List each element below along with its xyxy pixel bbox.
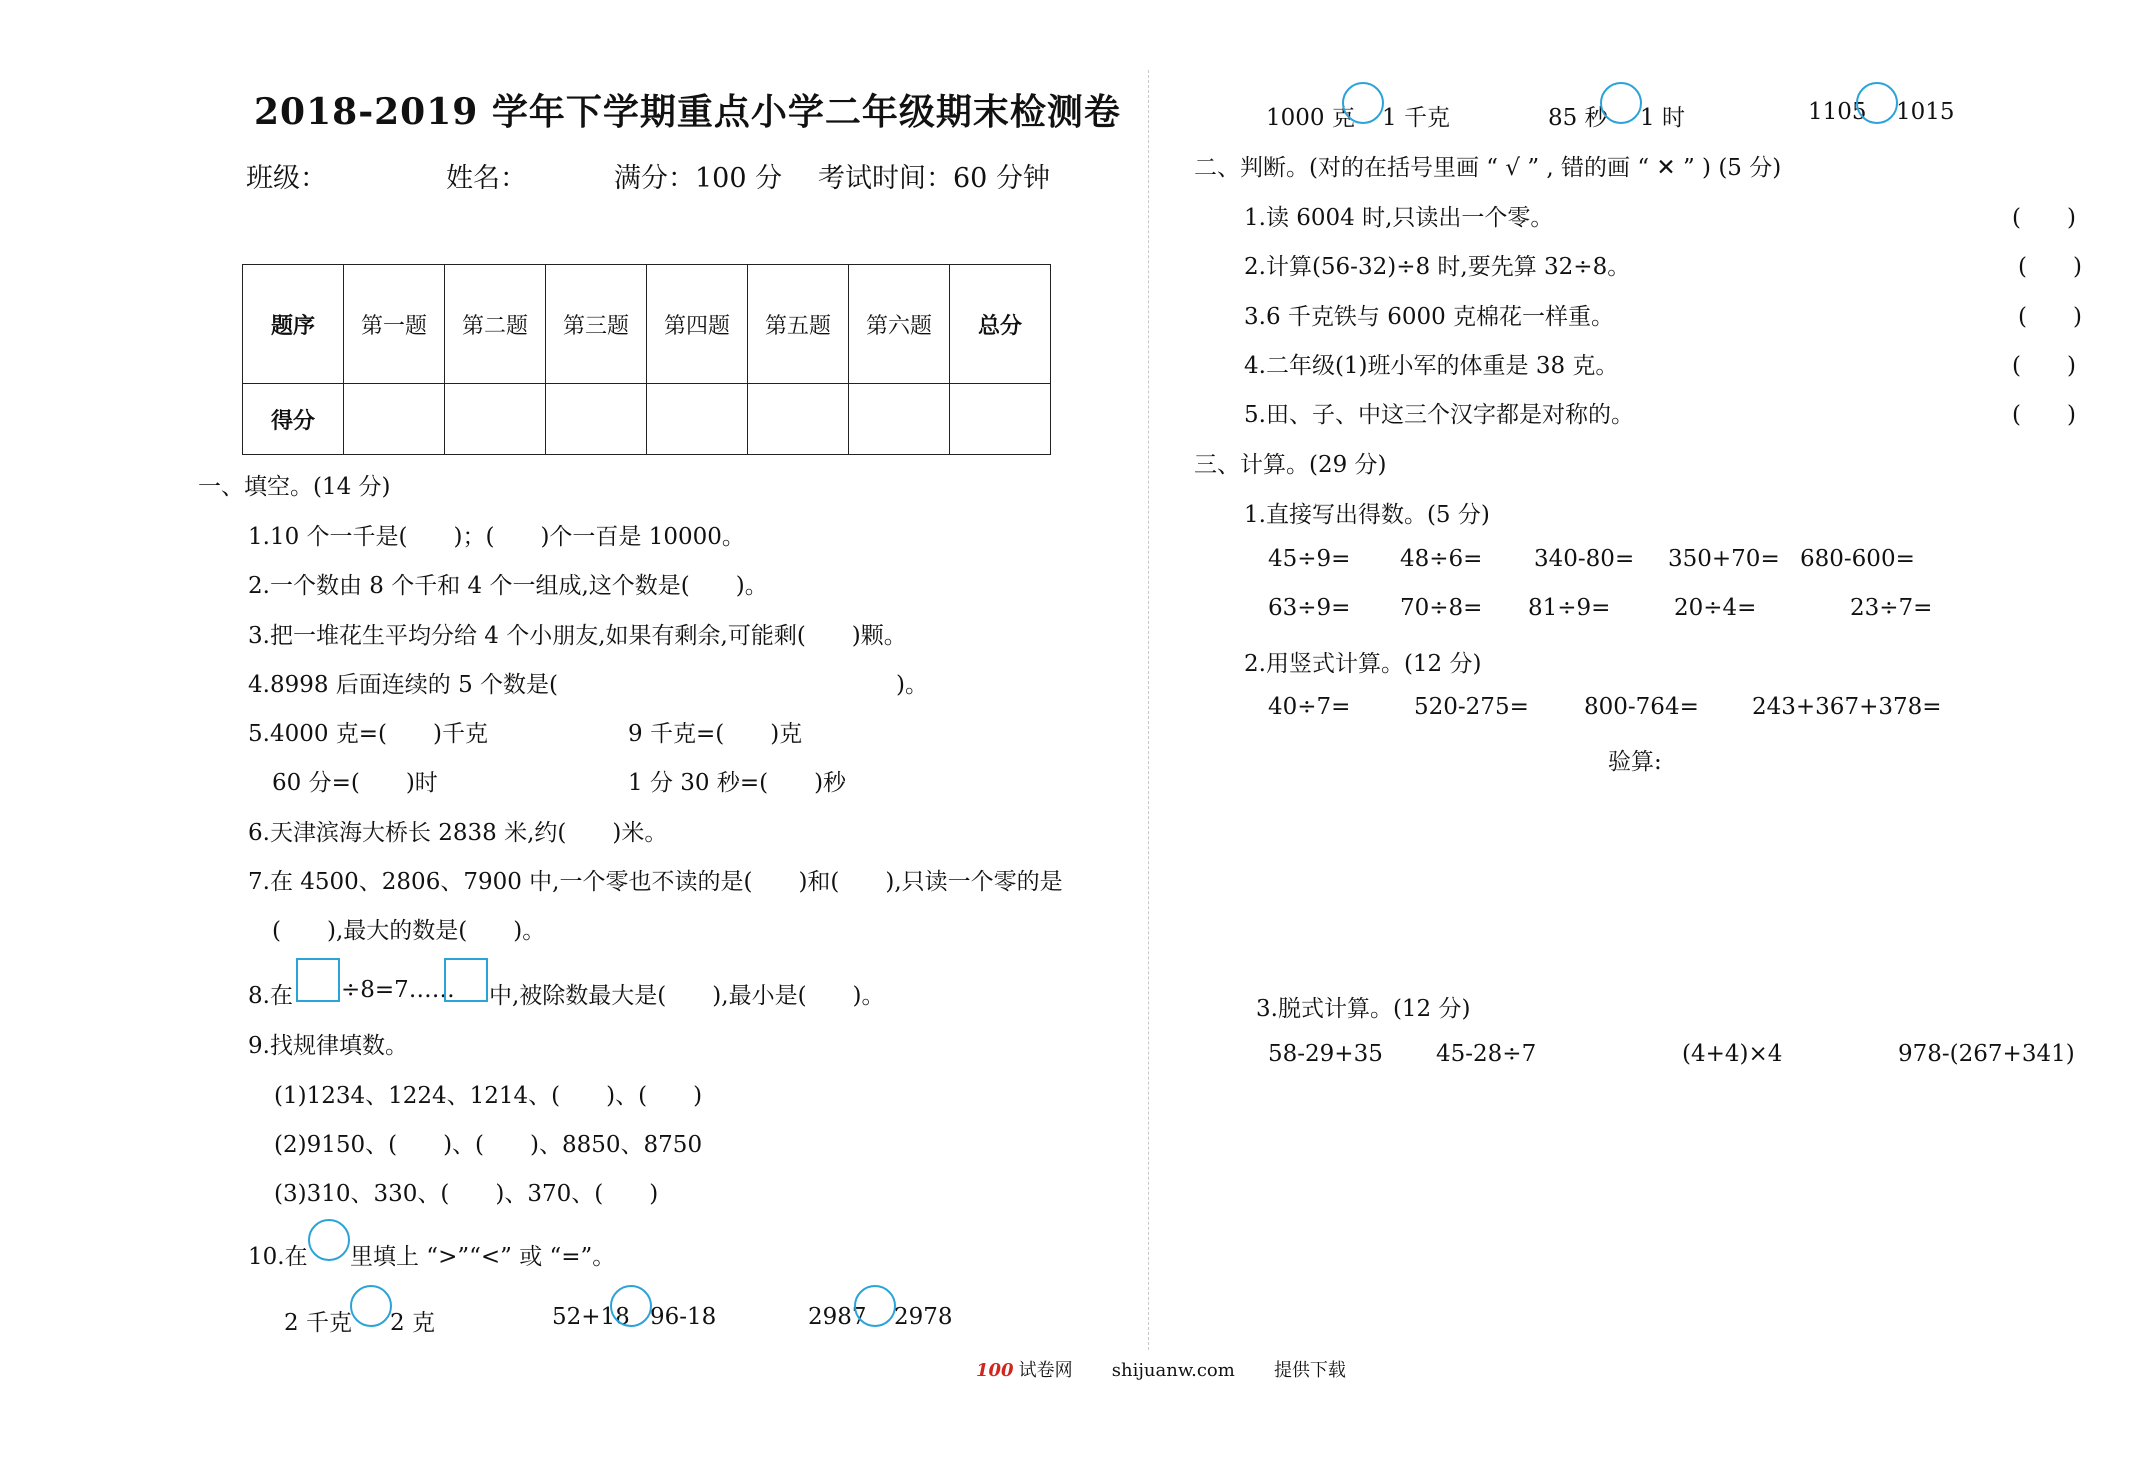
table-cell: 总分 (950, 265, 1051, 384)
footer-site-name: 试卷网 (1018, 1360, 1073, 1381)
score-entry-cell[interactable] (445, 384, 546, 455)
compare-circle[interactable] (1342, 82, 1384, 124)
calc-2-heading: 2.用竖式计算。(12 分) (1244, 651, 1482, 677)
footer-url[interactable]: shijuanw.com (1111, 1360, 1235, 1381)
exam-time: 考试时间：60 分钟 (818, 163, 1050, 194)
table-cell: 得分 (243, 384, 344, 455)
question-9: 9.找规律填数。 (248, 1033, 408, 1059)
class-label: 班级： (246, 163, 327, 194)
score-table-score-row (243, 384, 1051, 455)
calc-item: 45-28÷7 (1436, 1041, 1537, 1067)
question-5d: 1 分 30 秒=( )秒 (628, 770, 847, 796)
question-8-mid: ÷8=7…… (341, 977, 455, 1003)
question-5c: 60 分=( )时 (272, 770, 438, 796)
compare-4-left: 1000 克 (1266, 105, 1355, 131)
question-8-suffix: 中,被除数最大是( ),最小是( )。 (489, 983, 885, 1009)
full-score: 满分：100 分 (614, 163, 783, 194)
calc-item: 978-(267+341) (1898, 1041, 2075, 1067)
judge-4: 4.二年级(1)班小军的体重是 38 克。 (1244, 353, 1619, 379)
question-5a: 5.4000 克=( )千克 (248, 721, 489, 747)
question-10-prefix: 10.在 (248, 1244, 308, 1270)
judge-2-paren[interactable]: ( ) (2018, 254, 2082, 280)
compare-1-left: 2 千克 (284, 1310, 352, 1336)
footer-download: 提供下载 (1273, 1360, 1346, 1381)
column-divider (1148, 70, 1149, 1350)
judge-2: 2.计算(56-32)÷8 时,要先算 32÷8。 (1244, 254, 1631, 280)
check-label: 验算: (1608, 749, 1662, 775)
calc-item: 350+70= (1668, 546, 1780, 572)
compare-6-right: 1015 (1896, 99, 1955, 125)
calc-item: 520-275= (1414, 694, 1529, 720)
question-1: 1.10 个一千是( )；( )个一百是 10000。 (248, 524, 745, 550)
question-9-1: (1)1234、1224、1214、( )、( ) (274, 1083, 703, 1109)
footer (976, 1356, 1346, 1382)
table-cell: 第六题 (849, 265, 950, 384)
table-cell: 题序 (243, 265, 344, 384)
score-entry-cell[interactable] (748, 384, 849, 455)
calc-item: 23÷7= (1850, 595, 1933, 621)
judge-3-paren[interactable]: ( ) (2018, 304, 2082, 330)
calc-item: 63÷9= (1268, 595, 1351, 621)
table-cell: 第五题 (748, 265, 849, 384)
table-cell: 第四题 (647, 265, 748, 384)
page-title: 2018-2019 学年下学期重点小学二年级期末检测卷 (254, 91, 1121, 133)
question-7-cont: ( ),最大的数是( )。 (272, 918, 546, 944)
compare-6-left: 1105 (1808, 99, 1867, 125)
compare-circle[interactable] (1856, 82, 1898, 124)
score-entry-cell[interactable] (647, 384, 748, 455)
question-4-close: )。 (896, 672, 928, 698)
compare-5-right: 1 时 (1640, 105, 1685, 131)
question-3: 3.把一堆花生平均分给 4 个小朋友,如果有剩余,可能剩( )颗。 (248, 623, 907, 649)
question-5b: 9 千克=( )克 (628, 721, 803, 747)
compare-2-right: 96-18 (650, 1304, 717, 1330)
answer-box[interactable] (444, 958, 488, 1002)
calc-item: 40÷7= (1268, 694, 1351, 720)
calc-3-heading: 3.脱式计算。(12 分) (1256, 996, 1471, 1022)
calc-1-heading: 1.直接写出得数。(5 分) (1244, 502, 1490, 528)
question-10-suffix: 里填上 “>”“<” 或 “=”。 (350, 1244, 616, 1270)
section-2-heading: 二、判断。(对的在括号里画 “ √ ” , 错的画 “ ✕ ” ) (5 分) (1194, 155, 1782, 181)
score-table (242, 264, 1051, 455)
question-9-3: (3)310、330、( )、370、( ) (274, 1181, 659, 1207)
answer-box[interactable] (296, 958, 340, 1002)
calc-item: 45÷9= (1268, 546, 1351, 572)
table-cell: 第一题 (344, 265, 445, 384)
score-entry-cell[interactable] (344, 384, 445, 455)
logo-icon: 100 (976, 1360, 1014, 1381)
calc-item: 81÷9= (1528, 595, 1611, 621)
compare-circle[interactable] (610, 1285, 652, 1327)
calc-item: 48÷6= (1400, 546, 1483, 572)
section-1-heading: 一、填空。(14 分) (198, 474, 391, 500)
compare-circle[interactable] (1600, 82, 1642, 124)
score-entry-cell[interactable] (950, 384, 1051, 455)
calc-item: 243+367+378= (1752, 694, 1942, 720)
score-table-header-row (243, 265, 1051, 384)
judge-3: 3.6 千克铁与 6000 克棉花一样重。 (1244, 304, 1615, 330)
question-2: 2.一个数由 8 个千和 4 个一组成,这个数是( )。 (248, 573, 768, 599)
question-8-prefix: 8.在 (248, 983, 293, 1009)
question-7: 7.在 4500、2806、7900 中,一个零也不读的是( )和( ),只读一个零的是 (248, 869, 1063, 895)
compare-1-right: 2 克 (390, 1310, 435, 1336)
section-3-heading: 三、计算。(29 分) (1194, 452, 1387, 478)
compare-circle[interactable] (854, 1285, 896, 1327)
compare-circle[interactable] (350, 1285, 392, 1327)
compare-4-right: 1 千克 (1382, 105, 1450, 131)
calc-item: 70÷8= (1400, 595, 1483, 621)
question-6: 6.天津滨海大桥长 2838 米,约( )米。 (248, 820, 668, 846)
judge-4-paren[interactable]: ( ) (2012, 353, 2076, 379)
judge-5-paren[interactable]: ( ) (2012, 402, 2076, 428)
judge-1-paren[interactable]: ( ) (2012, 205, 2076, 231)
question-9-2: (2)9150、( )、( )、8850、8750 (274, 1132, 703, 1158)
compare-3-left: 2987 (808, 1304, 867, 1330)
name-label: 姓名： (446, 163, 527, 194)
judge-1: 1.读 6004 时,只读出一个零。 (1244, 205, 1554, 231)
compare-2-left: 52+18 (552, 1304, 630, 1330)
compare-5-left: 85 秒 (1548, 105, 1608, 131)
question-4: 4.8998 后面连续的 5 个数是( (248, 672, 559, 698)
compare-circle-example (308, 1219, 350, 1261)
calc-item: 20÷4= (1674, 595, 1757, 621)
score-entry-cell[interactable] (849, 384, 950, 455)
calc-item: 58-29+35 (1268, 1041, 1383, 1067)
compare-3-right: 2978 (894, 1304, 953, 1330)
calc-item: 680-600= (1800, 546, 1915, 572)
calc-item: (4+4)×4 (1682, 1041, 1783, 1067)
score-entry-cell[interactable] (546, 384, 647, 455)
judge-5: 5.田、子、中这三个汉字都是对称的。 (1244, 402, 1634, 428)
table-cell: 第二题 (445, 265, 546, 384)
calc-item: 800-764= (1584, 694, 1699, 720)
calc-item: 340-80= (1534, 546, 1635, 572)
table-cell: 第三题 (546, 265, 647, 384)
